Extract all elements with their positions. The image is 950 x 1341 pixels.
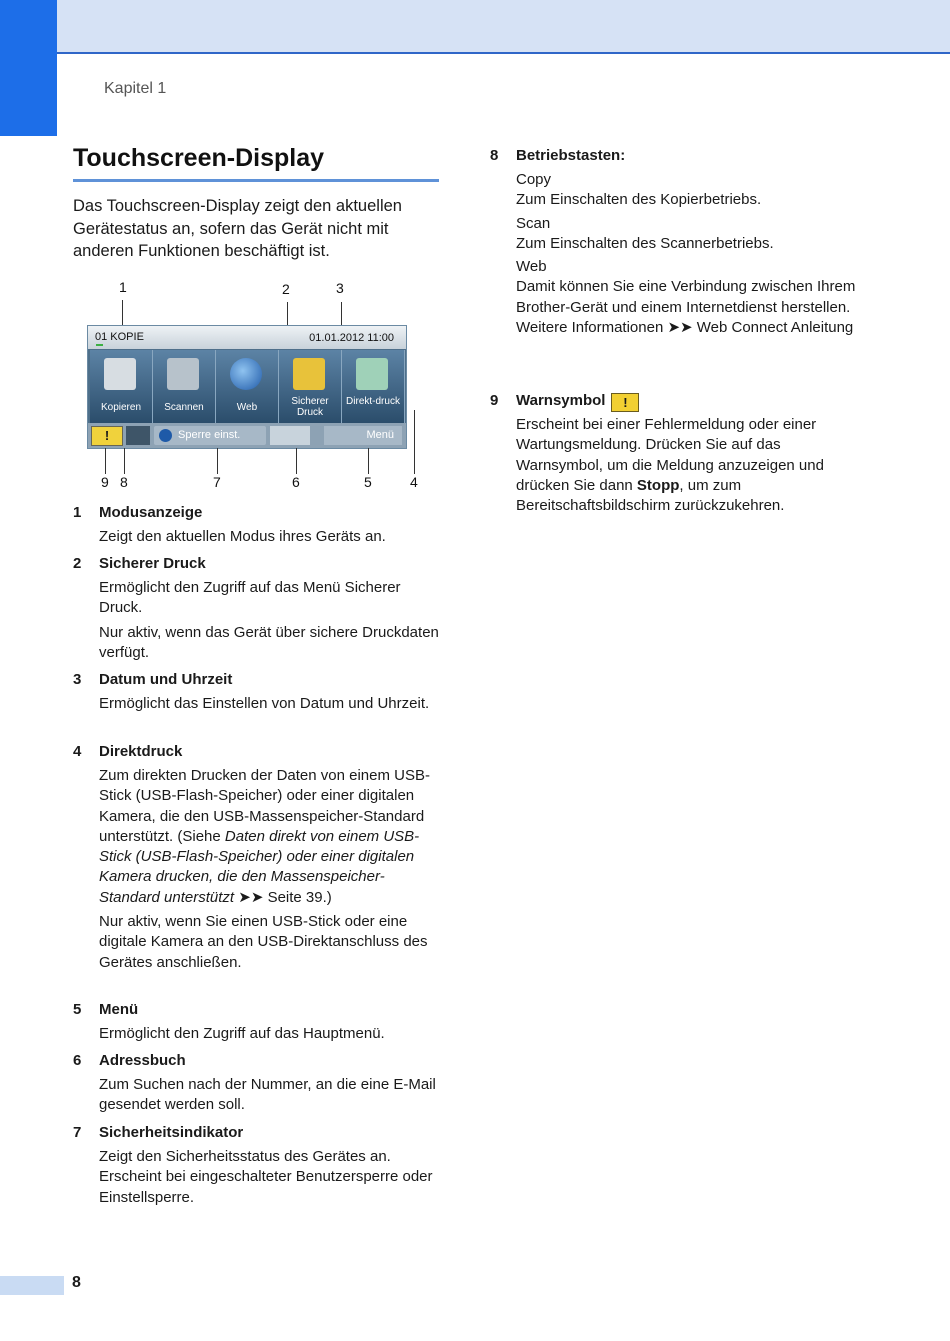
page-number: 8 [72,1274,81,1291]
usb-icon [356,358,388,390]
globe-icon [230,358,262,390]
menu-button[interactable] [324,426,402,445]
lcd-screen [87,325,407,449]
lock-icon [159,429,172,442]
item-title: Sicherer Druck [99,555,206,572]
copy-key-label: Copy [516,171,552,188]
tile-kopieren[interactable] [90,350,153,423]
tile-label: Kopieren [100,402,142,413]
callout-number: 1 [119,279,127,295]
item-body [99,578,439,663]
intro-text: Das Touchscreen-Display zeigt den aktuellen Gerätestatus an, sofern das Gerät nicht mit anderen Funktionen beschäftigt ist. [73,197,402,260]
header-band [0,0,950,54]
tile-scannen[interactable] [153,350,216,423]
item-title: Datum und Uhrzeit [99,671,233,688]
scan-key-label: Scan [516,214,551,232]
callout-line [105,448,106,474]
item-title: Modusanzeige [99,504,203,521]
footer-bar [0,1276,64,1295]
web-key-label: Web [516,258,547,276]
title-rule [73,179,439,182]
item-text: Zum Suchen nach der Nummer, an die eine E-Mail gesendet werden soll. [99,1076,436,1114]
callout-line [124,448,125,474]
item-number: 6 [73,1052,82,1069]
menu-label: Menü [366,429,394,441]
item-title: Betriebstasten: [516,147,626,164]
item-number: 5 [73,1001,82,1018]
item-body [99,694,439,714]
cross-reference-title[interactable]: Daten direkt von einem USB-Stick (USB-Flash-Speicher) oder einer digitalen Kamera drucken, die den Massenspeicher-Standard unterstützt [99,827,420,906]
callout-number: 6 [292,474,300,490]
callout-number: 3 [336,280,344,296]
cross-reference: Weitere Informationen ➤➤ Web Connect Anleitung [516,319,854,337]
item-text: Nur aktiv, wenn das Gerät über sichere Druckdaten verfügt. [99,623,439,661]
stop-key-label: Stopp [636,476,680,494]
item-body [99,527,439,547]
callout-number: 5 [364,474,372,490]
callout-number: 7 [213,474,221,490]
item-title: Direktdruck [99,743,183,760]
chapter-label: Kapitel 1 [104,80,167,97]
item-title-text: Warnsymbol [516,392,606,409]
scanner-icon [167,358,199,390]
item-text-run: Erscheint bei einer Fehlermeldung oder einer Wartungsmeldung. Drücken Sie auf das Warnsymbol, um die Meldung anzuzeigen und drücken Sie dann [516,416,824,494]
item-title [516,391,639,412]
item-text-run: Zum direkten Drucken der Daten von einem USB-Stick (USB-Flash-Speicher) oder einer digitalen Kamera, die den USB-Massenspeicher-Standard unterstützt. (Siehe [99,767,430,845]
tile-label: Direkt-druck [346,396,400,407]
tile-sicherer-druck[interactable] [279,350,342,423]
lcd-status-bar [88,326,406,349]
mode-underline [96,344,103,346]
callout-number: 4 [410,474,418,490]
tile-label: Web [236,402,258,413]
warning-icon[interactable]: ! [91,426,123,446]
item-body [99,1075,439,1116]
callout-line [217,448,218,474]
item-text [99,766,439,908]
lcd-bottom-bar [88,423,406,448]
item-text: Zeigt den Sicherheitsstatus des Gerätes an. Erscheint bei eingeschalteter Benutzersperre oder Einstellsperre. [99,1148,433,1206]
item-text: Ermöglicht den Zugriff auf das Hauptmenü. [99,1025,385,1042]
callout-line [368,448,369,474]
item-body [99,766,439,973]
item-text: Zum Einschalten des Scannerbetriebs. [516,234,774,252]
callout-number: 8 [120,474,128,490]
lock-setting-button[interactable] [154,426,266,445]
item-title: Adressbuch [99,1052,186,1069]
item-body [99,1024,439,1044]
item-number: 2 [73,555,82,572]
item-body [516,415,866,516]
item-text: Ermöglicht den Zugriff auf das Menü Sicherer Druck. [99,579,401,617]
item-text: Zeigt den aktuellen Modus ihres Geräts an. [99,528,386,545]
item-body [516,170,866,338]
item-number: 3 [73,671,82,688]
address-book-icon[interactable] [270,426,310,445]
tile-direktdruck[interactable] [342,350,405,423]
item-text [516,415,866,516]
item-text: Zum Einschalten des Kopierbetriebs. [516,191,762,209]
item-number: 8 [490,147,499,164]
tile-label: Sicherer Druck [291,396,329,418]
item-title: Menü [99,1001,139,1018]
security-indicator [126,426,150,445]
section-title: Touchscreen-Display [73,144,325,172]
mode-indicator: 01 KOPIE [95,331,144,343]
item-text: Ermöglicht das Einstellen von Datum und Uhrzeit. [99,695,430,712]
item-text: Nur aktiv, wenn Sie einen USB-Stick oder eine digitale Kamera an den USB-Direktanschluss des Gerätes anschließen. [99,913,428,971]
date-time: 01.01.2012 11:00 [309,332,394,344]
item-number: 4 [73,743,82,760]
callout-line [296,448,297,474]
item-text-run: , um zum Bereitschaftsbildschirm zurückzukehren. [516,476,785,515]
lock-label: Sperre einst. [178,429,241,441]
callout-number: 2 [282,281,290,297]
item-number: 7 [73,1124,82,1141]
lock-icon [293,358,325,390]
item-title: Sicherheitsindikator [99,1124,244,1141]
item-number: 1 [73,504,82,521]
chapter-tab [0,0,57,136]
item-text: Damit können Sie eine Verbindung zwischen Ihrem Brother-Gerät und einem Internetdienst herstellen. [516,278,856,316]
tile-label: Scannen [164,402,204,413]
warning-icon: ! [611,393,639,412]
tile-web[interactable] [216,350,279,423]
document-icon [104,358,136,390]
callout-number: 9 [101,474,109,490]
page-reference: ➤➤ Seite 39.) [234,888,332,906]
item-number: 9 [490,392,499,409]
callout-line [414,410,415,474]
item-body [99,1147,439,1208]
